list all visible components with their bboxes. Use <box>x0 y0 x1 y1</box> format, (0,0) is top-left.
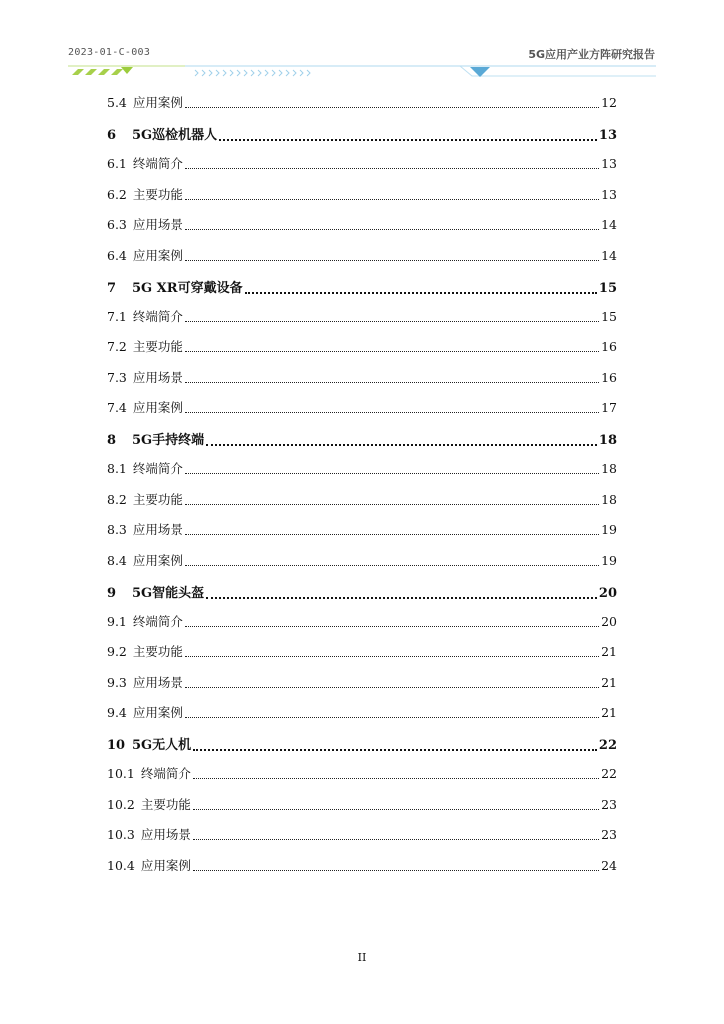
toc-entry-page: 21 <box>601 674 617 690</box>
header-decoration <box>0 60 724 82</box>
toc-entry-number: 6.4 <box>107 247 127 263</box>
toc-dot-leader <box>193 809 599 810</box>
toc-dot-leader <box>185 351 599 352</box>
toc-entry-number: 10.4 <box>107 857 135 873</box>
page-number: II <box>357 951 367 964</box>
document-title: 5G应用产业方阵研究报告 <box>528 48 655 61</box>
toc-dot-leader <box>185 229 599 230</box>
chevron-row-icon <box>195 70 310 76</box>
toc-section-entry[interactable] <box>107 460 617 478</box>
toc-section-entry[interactable] <box>107 155 617 173</box>
toc-entry-title: 终端简介 <box>132 461 183 476</box>
toc-dot-leader <box>193 778 599 779</box>
toc-entry-page: 16 <box>601 339 617 354</box>
toc-entry-page: 23 <box>601 796 617 812</box>
toc-dot-leader <box>185 504 599 505</box>
toc-dot-leader <box>206 597 597 599</box>
toc-entry-number: 9.2 <box>107 644 127 659</box>
toc-entry-page: 18 <box>598 433 617 448</box>
toc-entry-page: 19 <box>601 552 617 568</box>
toc-entry-number: 9.3 <box>107 674 127 690</box>
toc-entry-page: 14 <box>601 247 617 263</box>
toc-section-entry[interactable] <box>107 796 617 814</box>
toc-entry-title: 应用场景 <box>132 369 183 385</box>
toc-entry-title: 5G智能头盔 <box>132 585 205 601</box>
green-triangle-icon <box>121 67 133 74</box>
toc-entry-page: 21 <box>601 644 617 659</box>
toc-entry-number: 10 <box>107 738 126 753</box>
toc-entry-title: 终端简介 <box>132 613 183 629</box>
toc-entry-number: 5.4 <box>107 95 127 110</box>
toc-entry-number: 8.4 <box>107 552 127 568</box>
toc-entry-page: 19 <box>601 522 617 537</box>
toc-dot-leader <box>245 292 597 294</box>
toc-entry-number: 7.2 <box>107 339 127 354</box>
toc-dot-leader <box>185 717 599 718</box>
toc-entry-number: 6.2 <box>107 186 127 202</box>
toc-dot-leader <box>219 139 597 141</box>
toc-entry-title: 应用案例 <box>132 400 183 415</box>
document-code: 2023-01-C-003 <box>68 47 151 58</box>
toc-dot-leader <box>185 382 599 383</box>
toc-entry-page: 20 <box>598 585 617 601</box>
toc-dot-leader <box>185 534 599 535</box>
toc-entry-number: 9 <box>107 585 117 601</box>
toc-section-entry[interactable] <box>107 186 617 204</box>
toc-entry-number: 7.1 <box>107 308 127 324</box>
toc-chapter-entry[interactable] <box>107 280 617 298</box>
toc-section-entry[interactable] <box>107 765 617 783</box>
toc-entry-page: 18 <box>601 491 617 507</box>
toc-section-entry[interactable] <box>107 338 617 356</box>
toc-section-entry[interactable] <box>107 552 617 570</box>
toc-entry-title: 5G巡检机器人 <box>132 128 218 143</box>
toc-entry-number: 10.2 <box>107 796 135 812</box>
toc-entry-page: 13 <box>598 128 617 143</box>
toc-section-entry[interactable] <box>107 94 617 112</box>
toc-entry-page: 18 <box>601 461 617 476</box>
toc-entry-title: 应用案例 <box>132 95 183 110</box>
toc-entry-page: 15 <box>601 308 617 324</box>
toc-entry-number: 7.3 <box>107 369 127 385</box>
toc-entry-title: 主要功能 <box>132 186 183 202</box>
toc-entry-number: 8.1 <box>107 461 127 476</box>
toc-entry-number: 8.3 <box>107 522 127 537</box>
toc-entry-title: 应用案例 <box>132 247 183 263</box>
toc-entry-number: 9.4 <box>107 705 127 720</box>
toc-dot-leader <box>185 565 599 566</box>
page-header <box>0 0 724 85</box>
toc-dot-leader <box>193 839 599 840</box>
toc-entry-title: 应用案例 <box>132 705 183 720</box>
toc-dot-leader <box>185 260 599 261</box>
toc-entry-page: 16 <box>601 369 617 385</box>
toc-entry-number: 7.4 <box>107 400 127 415</box>
toc-section-entry[interactable] <box>107 674 617 692</box>
toc-dot-leader <box>193 749 597 751</box>
toc-entry-page: 23 <box>601 827 617 842</box>
toc-section-entry[interactable] <box>107 521 617 539</box>
toc-entry-title: 主要功能 <box>140 796 191 812</box>
toc-entry-page: 22 <box>601 766 617 781</box>
toc-entry-title: 主要功能 <box>132 491 183 507</box>
toc-chapter-entry[interactable] <box>107 737 617 755</box>
toc-dot-leader <box>185 321 599 322</box>
toc-section-entry[interactable] <box>107 308 617 326</box>
toc-section-entry[interactable] <box>107 369 617 387</box>
toc-entry-page: 14 <box>601 217 617 232</box>
toc-chapter-entry[interactable] <box>107 585 617 603</box>
toc-entry-title: 5G手持终端 <box>132 433 205 448</box>
toc-dot-leader <box>206 444 597 446</box>
toc-section-entry[interactable] <box>107 643 617 661</box>
toc-entry-number: 6 <box>107 128 117 143</box>
toc-entry-title: 应用案例 <box>132 552 183 568</box>
toc-dot-leader <box>185 473 599 474</box>
toc-entry-title: 应用场景 <box>132 522 183 537</box>
toc-entry-page: 13 <box>601 186 617 202</box>
toc-entry-page: 17 <box>601 400 617 415</box>
toc-entry-title: 终端简介 <box>132 156 183 171</box>
toc-entry-number: 9.1 <box>107 613 127 629</box>
toc-section-entry[interactable] <box>107 399 617 417</box>
toc-entry-number: 10.1 <box>107 766 135 781</box>
toc-dot-leader <box>185 412 599 413</box>
toc-entry-number: 8.2 <box>107 491 127 507</box>
toc-section-entry[interactable] <box>107 826 617 844</box>
toc-entry-title: 应用场景 <box>132 674 183 690</box>
toc-dot-leader <box>185 199 599 200</box>
toc-section-entry[interactable] <box>107 613 617 631</box>
toc-entry-page: 21 <box>601 705 617 720</box>
toc-entry-page: 20 <box>601 613 617 629</box>
toc-chapter-entry[interactable] <box>107 127 617 145</box>
toc-section-entry[interactable] <box>107 247 617 265</box>
toc-section-entry[interactable] <box>107 704 617 722</box>
green-stripes-icon <box>72 69 123 75</box>
toc-section-entry[interactable] <box>107 491 617 509</box>
toc-dot-leader <box>185 656 599 657</box>
toc-dot-leader <box>185 107 599 108</box>
toc-dot-leader <box>185 168 599 169</box>
toc-section-entry[interactable] <box>107 857 617 875</box>
toc-entry-title: 应用场景 <box>140 827 191 842</box>
toc-entry-number: 7 <box>107 280 117 296</box>
toc-entry-number: 6.3 <box>107 217 127 232</box>
toc-entry-title: 5G XR可穿戴设备 <box>132 280 243 296</box>
toc-entry-number: 10.3 <box>107 827 135 842</box>
toc-entry-number: 8 <box>107 433 117 448</box>
toc-dot-leader <box>193 870 599 871</box>
toc-entry-title: 应用场景 <box>132 217 183 232</box>
toc-entry-page: 13 <box>601 156 617 171</box>
toc-entry-title: 主要功能 <box>132 644 183 659</box>
toc-dot-leader <box>185 626 599 627</box>
toc-entry-title: 终端简介 <box>132 308 183 324</box>
toc-entry-page: 24 <box>601 857 617 873</box>
toc-entry-page: 12 <box>601 95 617 110</box>
toc-entry-title: 5G无人机 <box>132 738 192 753</box>
toc-section-entry[interactable] <box>107 216 617 234</box>
toc-dot-leader <box>185 687 599 688</box>
toc-entry-title: 终端简介 <box>140 766 191 781</box>
toc-entry-page: 22 <box>598 738 617 753</box>
toc-chapter-entry[interactable] <box>107 432 617 450</box>
toc-entry-number: 6.1 <box>107 156 127 171</box>
toc-entry-title: 应用案例 <box>140 857 191 873</box>
toc-entry-page: 15 <box>598 280 617 296</box>
toc-entry-title: 主要功能 <box>132 339 183 354</box>
